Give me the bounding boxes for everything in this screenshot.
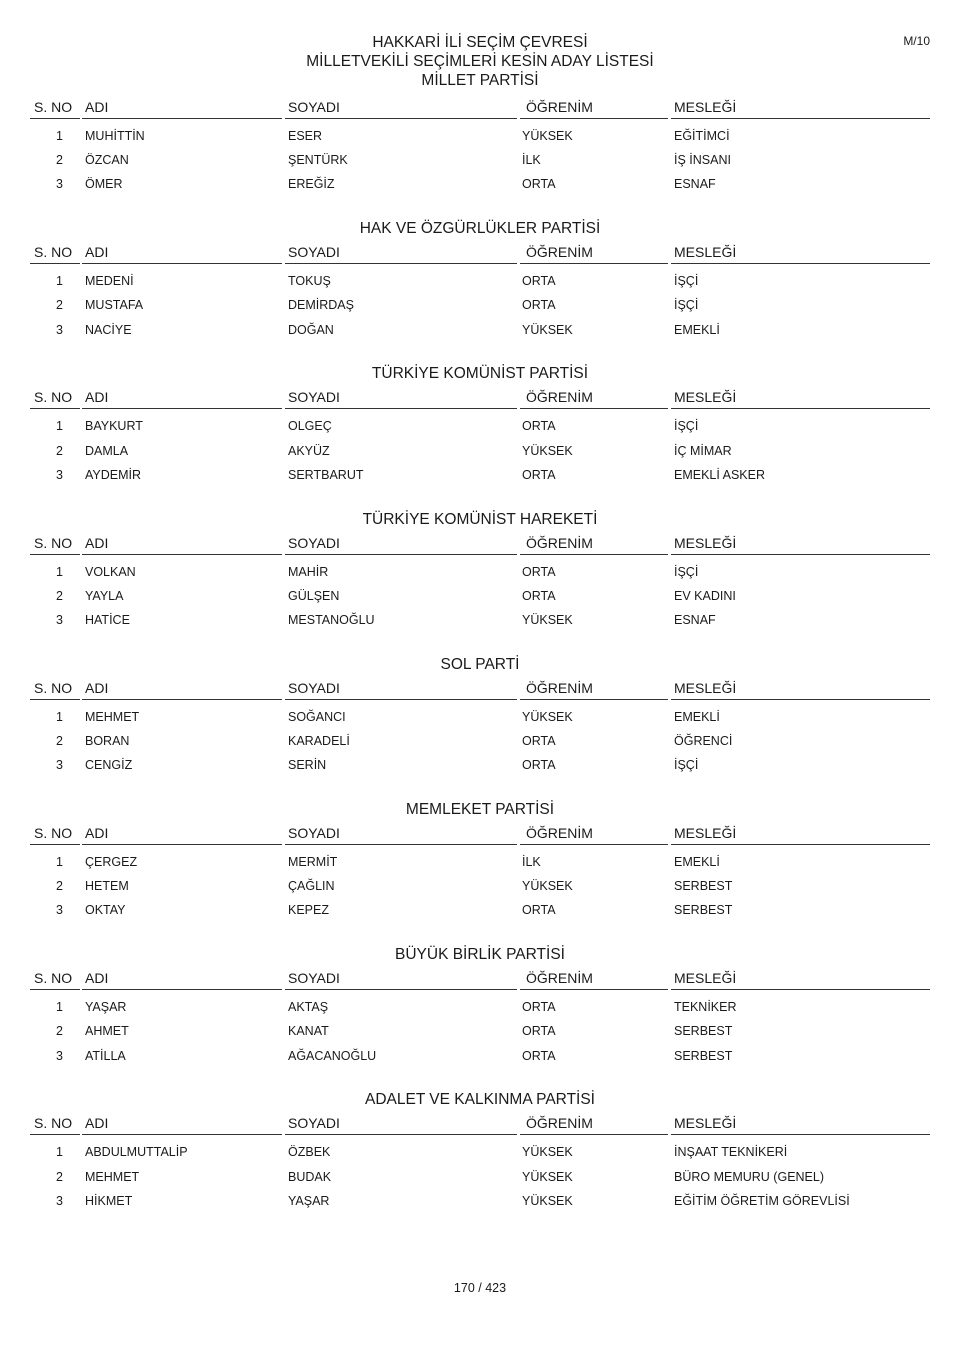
candidate-education: YÜKSEK (522, 612, 573, 627)
candidate-first-name: VOLKAN (85, 564, 136, 579)
candidate-number: 2 (56, 1024, 63, 1039)
header-rule (671, 699, 930, 700)
header-rule (30, 118, 80, 119)
candidate-occupation: EMEKLİ ASKER (674, 467, 766, 482)
candidate-first-name: HETEM (85, 879, 129, 894)
header-rule (285, 989, 517, 990)
table-row (30, 999, 930, 1023)
column-header-adi: ADI (85, 244, 109, 261)
header-rule (82, 263, 282, 264)
table-row (30, 128, 930, 152)
table-row (30, 878, 930, 902)
header-rule (285, 844, 517, 845)
candidate-education: ORTA (522, 177, 556, 192)
candidate-education: YÜKSEK (522, 322, 573, 337)
table-row (30, 1193, 930, 1217)
candidate-surname: EREĞİZ (288, 177, 335, 192)
candidate-number: 2 (56, 879, 63, 894)
table-row (30, 709, 930, 733)
column-header-adi: ADI (85, 824, 109, 841)
candidate-number: 3 (56, 612, 63, 627)
column-header-soyadi: SOYADI (288, 1115, 340, 1132)
candidate-surname: MAHİR (288, 564, 329, 579)
header-rule (30, 263, 80, 264)
header-rule (520, 1134, 668, 1135)
table-row (30, 902, 930, 926)
candidate-first-name: DAMLA (85, 443, 129, 458)
candidate-number: 2 (56, 1169, 63, 1184)
column-header-no: S. NO (34, 970, 73, 987)
candidate-occupation: SERBEST (674, 903, 733, 918)
candidate-surname: KARADELİ (288, 733, 350, 748)
header-rule (671, 844, 930, 845)
candidate-first-name: ABDULMUTTALİP (85, 1145, 188, 1160)
candidate-education: YÜKSEK (522, 1145, 573, 1160)
column-header-meslegi: MESLEĞİ (674, 679, 737, 696)
candidate-first-name: HATİCE (85, 612, 130, 627)
candidate-occupation: SERBEST (674, 1048, 733, 1063)
table-row (30, 322, 930, 346)
column-header-meslegi: MESLEĞİ (674, 970, 737, 987)
header-rule (285, 118, 517, 119)
table-row (30, 152, 930, 176)
header-rule (30, 989, 80, 990)
candidate-surname: MESTANOĞLU (288, 612, 375, 627)
candidate-surname: MERMİT (288, 854, 338, 869)
header-rule (30, 554, 80, 555)
header-rule (285, 554, 517, 555)
candidate-first-name: MUHİTTİN (85, 129, 145, 143)
table-row (30, 443, 930, 467)
table-row (30, 1169, 930, 1193)
candidate-occupation: İÇ MİMAR (674, 443, 732, 458)
candidate-number: 3 (56, 177, 63, 192)
candidate-occupation: TEKNİKER (674, 1000, 737, 1015)
table-row (30, 176, 930, 200)
candidate-occupation: İNŞAAT TEKNİKERİ (674, 1145, 788, 1160)
page-number: 170 / 423 (453, 1281, 507, 1295)
header-rule (285, 699, 517, 700)
candidate-surname: GÜLŞEN (288, 588, 340, 603)
table-row (30, 564, 930, 588)
first-party-title: MİLLET PARTİSİ (421, 72, 539, 89)
candidate-surname: ESER (288, 129, 323, 143)
candidate-surname: AĞACANOĞLU (288, 1048, 377, 1063)
column-header-adi: ADI (85, 99, 109, 115)
table-row (30, 1048, 930, 1072)
header-rule (520, 408, 668, 409)
header-rule (520, 844, 668, 845)
candidate-education: ORTA (522, 419, 556, 434)
document-header (0, 33, 960, 90)
column-header-adi: ADI (85, 679, 109, 696)
candidate-first-name: NACİYE (85, 322, 132, 337)
header-rule (30, 844, 80, 845)
party-title: TÜRKİYE KOMÜNİST PARTİSİ (371, 365, 589, 383)
header-rule (520, 118, 668, 119)
candidate-surname: BUDAK (288, 1169, 332, 1184)
table-row (30, 418, 930, 442)
candidate-surname: SERİN (288, 758, 327, 773)
party-title: ADALET VE KALKINMA PARTİSİ (364, 1091, 595, 1109)
candidate-number: 1 (56, 709, 63, 724)
table-row (30, 757, 930, 781)
header-rule (30, 1134, 80, 1135)
candidate-number: 3 (56, 903, 63, 918)
column-header-meslegi: MESLEĞİ (674, 1115, 737, 1132)
column-header-no: S. NO (34, 244, 73, 261)
column-header-row (30, 679, 930, 699)
candidate-occupation: EĞİTİMCİ (674, 129, 730, 143)
candidate-first-name: CENGİZ (85, 758, 133, 773)
candidate-education: YÜKSEK (522, 1169, 573, 1184)
candidate-number: 1 (56, 129, 63, 143)
header-rule (671, 263, 930, 264)
candidate-education: YÜKSEK (522, 709, 573, 724)
column-header-soyadi: SOYADI (288, 244, 340, 261)
candidate-occupation: SERBEST (674, 879, 733, 894)
table-row (30, 612, 930, 636)
candidate-surname: KEPEZ (288, 903, 329, 918)
candidate-number: 2 (56, 298, 63, 313)
party-title: BÜYÜK BİRLİK PARTİSİ (395, 946, 565, 964)
candidate-education: ORTA (522, 588, 556, 603)
header-rule (30, 699, 80, 700)
column-header-row (30, 1114, 930, 1134)
column-header-ogrenim: ÖĞRENİM (526, 389, 593, 406)
column-header-soyadi: SOYADI (288, 99, 340, 115)
candidate-education: YÜKSEK (522, 129, 573, 143)
header-rule (82, 699, 282, 700)
column-header-no: S. NO (34, 534, 73, 551)
candidate-first-name: AHMET (85, 1024, 129, 1039)
candidate-occupation: EMEKLİ (674, 854, 720, 869)
table-row (30, 854, 930, 878)
candidate-surname: OLGEÇ (288, 419, 332, 434)
header-rule (285, 1134, 517, 1135)
candidate-surname: DOĞAN (288, 322, 334, 337)
header-rule (671, 554, 930, 555)
candidate-education: ORTA (522, 467, 556, 482)
column-header-no: S. NO (34, 99, 73, 115)
candidate-first-name: MEDENİ (85, 274, 134, 289)
candidate-occupation: İŞ İNSANI (674, 153, 731, 168)
candidate-occupation: BÜRO MEMURU (GENEL) (674, 1169, 825, 1184)
candidate-occupation: İŞÇİ (674, 274, 699, 289)
column-header-adi: ADI (85, 1115, 109, 1132)
candidate-number: 3 (56, 1193, 63, 1208)
column-header-ogrenim: ÖĞRENİM (526, 244, 593, 261)
candidate-occupation: İŞÇİ (674, 564, 699, 579)
table-row (30, 273, 930, 297)
candidate-occupation: İŞÇİ (674, 298, 699, 313)
candidate-first-name: BAYKURT (85, 419, 143, 434)
candidate-education: ORTA (522, 1000, 556, 1015)
candidate-number: 1 (56, 854, 63, 869)
party-lists (30, 98, 930, 1260)
header-rule (82, 1134, 282, 1135)
candidate-first-name: BORAN (85, 733, 130, 748)
candidate-occupation: SERBEST (674, 1024, 733, 1039)
page-code: M/10 (903, 34, 930, 48)
candidate-number: 2 (56, 733, 63, 748)
header-rule (285, 263, 517, 264)
table-row (30, 588, 930, 612)
header-rule (30, 408, 80, 409)
candidate-number: 1 (56, 1145, 63, 1160)
column-header-row (30, 824, 930, 844)
candidate-surname: AKYÜZ (288, 443, 330, 458)
candidate-surname: KANAT (288, 1024, 329, 1039)
header-rule (82, 844, 282, 845)
column-header-no: S. NO (34, 679, 73, 696)
column-header-row (30, 969, 930, 989)
header-rule (520, 554, 668, 555)
table-row (30, 733, 930, 757)
candidate-occupation: ESNAF (674, 177, 716, 192)
party-title: TÜRKİYE KOMÜNİST HAREKETİ (362, 510, 598, 528)
candidate-education: YÜKSEK (522, 1193, 573, 1208)
candidate-number: 3 (56, 322, 63, 337)
table-row (30, 297, 930, 321)
candidate-first-name: HİKMET (85, 1193, 133, 1208)
table-row (30, 1023, 930, 1047)
candidate-education: ORTA (522, 733, 556, 748)
column-header-meslegi: MESLEĞİ (674, 99, 737, 115)
header-rule (520, 989, 668, 990)
column-header-meslegi: MESLEĞİ (674, 389, 737, 406)
candidate-surname: SOĞANCI (288, 709, 346, 724)
column-header-no: S. NO (34, 389, 73, 406)
column-header-no: S. NO (34, 1115, 73, 1132)
candidate-occupation: EV KADINI (674, 588, 736, 603)
column-header-ogrenim: ÖĞRENİM (526, 824, 593, 841)
header-rule (520, 263, 668, 264)
candidate-number: 2 (56, 153, 63, 168)
candidate-number: 3 (56, 758, 63, 773)
list-title: MİLLETVEKİLİ SEÇİMLERİ KESİN ADAY LİSTESİ (306, 53, 654, 70)
candidate-surname: ÇAĞLIN (288, 879, 335, 894)
candidate-surname: ŞENTÜRK (288, 153, 348, 168)
candidate-first-name: ATİLLA (85, 1048, 126, 1063)
candidate-occupation: EMEKLİ (674, 709, 720, 724)
column-header-meslegi: MESLEĞİ (674, 244, 737, 261)
column-header-no: S. NO (34, 824, 73, 841)
column-header-row (30, 534, 930, 554)
candidate-first-name: ÖZCAN (85, 153, 129, 168)
candidate-education: ORTA (522, 274, 556, 289)
candidate-number: 1 (56, 274, 63, 289)
header-rule (671, 989, 930, 990)
candidate-number: 2 (56, 443, 63, 458)
header-rule (671, 118, 930, 119)
candidate-education: İLK (522, 854, 541, 869)
column-header-soyadi: SOYADI (288, 970, 340, 987)
candidate-first-name: YAYLA (85, 588, 124, 603)
header-rule (520, 699, 668, 700)
candidate-first-name: YAŞAR (85, 1000, 127, 1015)
column-header-meslegi: MESLEĞİ (674, 534, 737, 551)
candidate-surname: YAŞAR (288, 1193, 330, 1208)
table-row (30, 1144, 930, 1168)
candidate-first-name: MEHMET (85, 709, 140, 724)
candidate-education: İLK (522, 153, 541, 168)
candidate-first-name: ÇERGEZ (85, 854, 138, 869)
candidate-education: ORTA (522, 1024, 556, 1039)
header-rule (82, 554, 282, 555)
column-header-row (30, 243, 930, 263)
column-header-row (30, 98, 930, 118)
column-header-ogrenim: ÖĞRENİM (526, 534, 593, 551)
column-header-soyadi: SOYADI (288, 824, 340, 841)
candidate-number: 3 (56, 467, 63, 482)
header-rule (285, 408, 517, 409)
candidate-education: ORTA (522, 1048, 556, 1063)
candidate-occupation: ÖĞRENCİ (674, 733, 733, 748)
party-section (30, 1091, 930, 1259)
candidate-surname: DEMİRDAŞ (288, 298, 354, 313)
table-row (30, 467, 930, 491)
column-header-soyadi: SOYADI (288, 679, 340, 696)
candidate-number: 1 (56, 564, 63, 579)
candidate-surname: TOKUŞ (288, 274, 331, 289)
candidate-surname: AKTAŞ (288, 1000, 329, 1015)
candidate-education: ORTA (522, 758, 556, 773)
candidate-education: ORTA (522, 903, 556, 918)
candidate-first-name: OKTAY (85, 903, 126, 918)
column-header-adi: ADI (85, 970, 109, 987)
candidate-first-name: MUSTAFA (85, 298, 144, 313)
candidate-occupation: EĞİTİM ÖĞRETİM GÖREVLİSİ (674, 1193, 850, 1208)
candidate-occupation: ESNAF (674, 612, 716, 627)
header-rule (671, 1134, 930, 1135)
column-header-ogrenim: ÖĞRENİM (526, 679, 593, 696)
header-rule (82, 408, 282, 409)
column-header-adi: ADI (85, 389, 109, 406)
candidate-first-name: MEHMET (85, 1169, 140, 1184)
column-header-meslegi: MESLEĞİ (674, 824, 737, 841)
column-header-row (30, 388, 930, 408)
candidate-occupation: İŞÇİ (674, 419, 699, 434)
candidate-occupation: İŞÇİ (674, 758, 699, 773)
header-rule (82, 118, 282, 119)
column-header-soyadi: SOYADI (288, 534, 340, 551)
candidate-number: 2 (56, 588, 63, 603)
column-header-ogrenim: ÖĞRENİM (526, 99, 593, 115)
candidate-education: YÜKSEK (522, 879, 573, 894)
header-rule (671, 408, 930, 409)
candidate-occupation: EMEKLİ (674, 322, 720, 337)
candidate-number: 1 (56, 1000, 63, 1015)
party-title: MEMLEKET PARTİSİ (405, 800, 555, 818)
candidate-education: ORTA (522, 298, 556, 313)
candidate-first-name: AYDEMİR (85, 467, 142, 482)
column-header-ogrenim: ÖĞRENİM (526, 970, 593, 987)
candidate-number: 3 (56, 1048, 63, 1063)
party-title: SOL PARTİ (440, 655, 520, 673)
candidate-surname: SERTBARUT (288, 467, 364, 482)
candidate-education: ORTA (522, 564, 556, 579)
candidate-first-name: ÖMER (85, 177, 123, 192)
header-rule (82, 989, 282, 990)
column-header-ogrenim: ÖĞRENİM (526, 1115, 593, 1132)
candidate-number: 1 (56, 419, 63, 434)
column-header-soyadi: SOYADI (288, 389, 340, 406)
column-header-adi: ADI (85, 534, 109, 551)
candidate-education: YÜKSEK (522, 443, 573, 458)
constituency-title: HAKKARİ İLİ SEÇİM ÇEVRESİ (372, 34, 588, 51)
candidate-surname: ÖZBEK (288, 1145, 331, 1160)
party-title: HAK VE ÖZGÜRLÜKLER PARTİSİ (359, 220, 601, 238)
